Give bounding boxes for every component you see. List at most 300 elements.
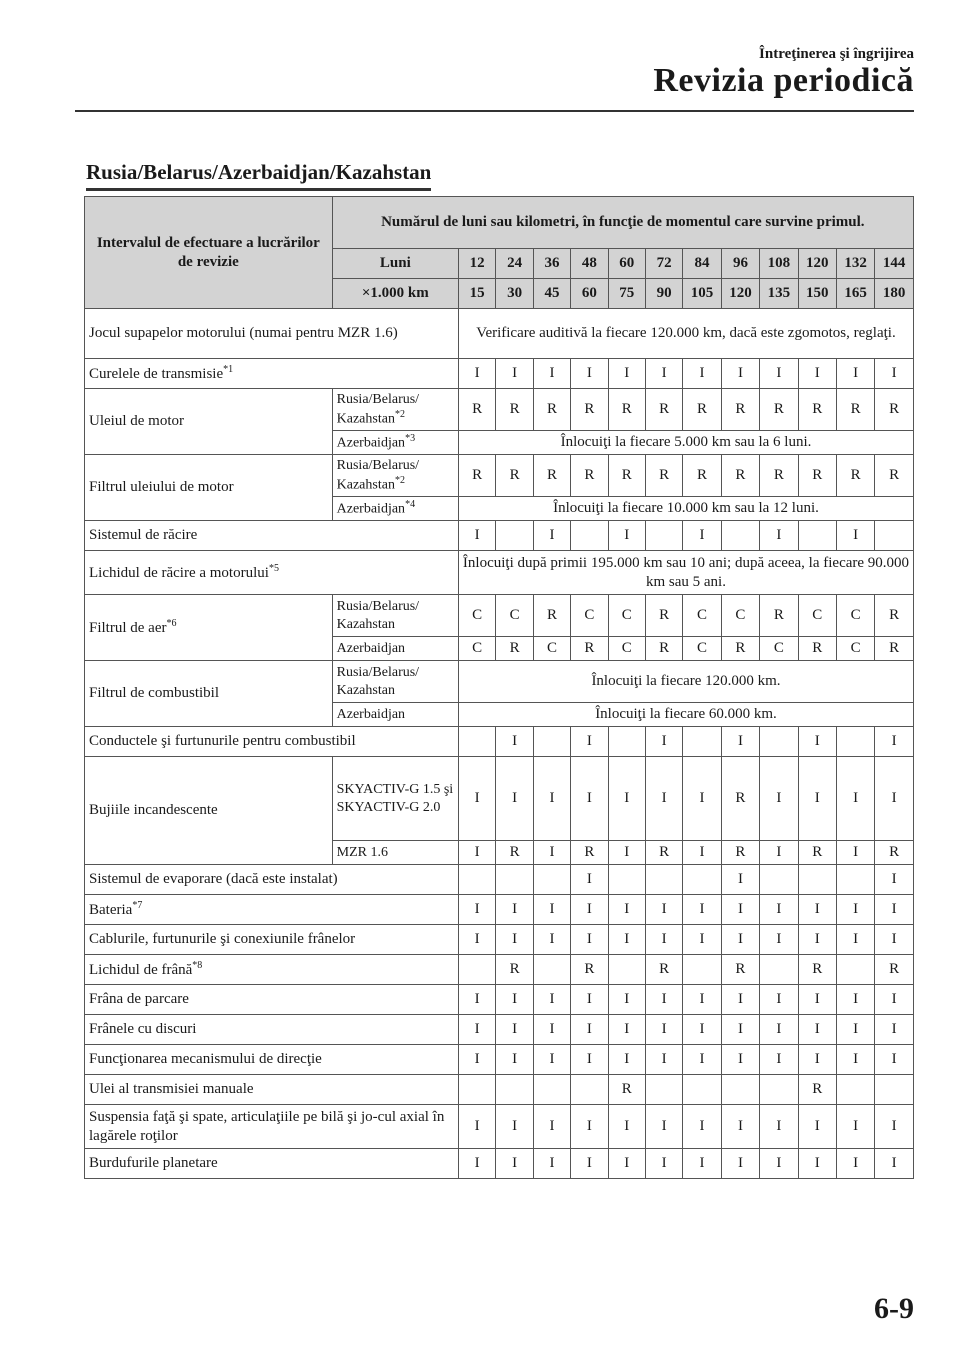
schedule-cell: I bbox=[721, 359, 759, 389]
maintenance-item bbox=[85, 955, 459, 985]
schedule-cell bbox=[683, 1075, 721, 1105]
km-interval-cell: 75 bbox=[608, 279, 645, 309]
schedule-cell: I bbox=[496, 727, 533, 757]
row-label-text: Suspensia faţă şi spate, articulaţiile pe bilă şi jo-cul axial în lagărele roţilor bbox=[89, 1109, 445, 1144]
schedule-cell: C bbox=[683, 595, 721, 637]
schedule-cell: R bbox=[645, 955, 682, 985]
schedule-cell: I bbox=[798, 757, 836, 841]
row-label-text: Azerbaidjan bbox=[336, 707, 406, 723]
km-interval-cell: 180 bbox=[875, 279, 914, 309]
region-variant bbox=[332, 431, 458, 455]
schedule-cell: I bbox=[760, 1149, 798, 1179]
schedule-cell: R bbox=[721, 841, 759, 865]
maintenance-item bbox=[85, 757, 333, 865]
region-variant bbox=[332, 389, 458, 431]
region-variant bbox=[332, 497, 458, 521]
schedule-cell bbox=[533, 727, 570, 757]
region-variant bbox=[332, 595, 458, 637]
schedule-cell: I bbox=[683, 841, 721, 865]
row-label-text: SKYACTIV-G 1.5 şi SKYACTIV-G 2.0 bbox=[336, 782, 454, 815]
schedule-cell: R bbox=[496, 455, 533, 497]
schedule-cell: I bbox=[683, 925, 721, 955]
schedule-cell: I bbox=[458, 895, 495, 925]
schedule-cell: I bbox=[496, 895, 533, 925]
schedule-cell: R bbox=[683, 389, 721, 431]
row-label-text: Ulei al transmisiei manuale bbox=[89, 1081, 254, 1098]
row-label-text: Rusia/Belarus/ Kazahstan bbox=[336, 392, 420, 427]
maintenance-item bbox=[85, 661, 333, 727]
month-interval-cell: 36 bbox=[533, 249, 570, 279]
schedule-cell: R bbox=[798, 1075, 836, 1105]
km-interval-cell: 165 bbox=[836, 279, 874, 309]
schedule-cell: I bbox=[683, 895, 721, 925]
schedule-cell: I bbox=[798, 1045, 836, 1075]
month-interval-cell: 132 bbox=[836, 249, 874, 279]
schedule-cell: I bbox=[458, 521, 495, 551]
schedule-cell: R bbox=[798, 389, 836, 431]
row-label-text: Curelele de transmisie bbox=[89, 365, 224, 382]
schedule-cell: I bbox=[760, 985, 798, 1015]
schedule-cell bbox=[760, 865, 798, 895]
section-title: Rusia/Belarus/Azerbaidjan/Kazahstan bbox=[86, 160, 431, 191]
schedule-cell bbox=[875, 1075, 914, 1105]
schedule-cell: I bbox=[875, 985, 914, 1015]
schedule-cell: I bbox=[571, 1149, 608, 1179]
schedule-cell: I bbox=[571, 865, 608, 895]
schedule-cell bbox=[496, 865, 533, 895]
schedule-cell: I bbox=[458, 925, 495, 955]
schedule-cell: R bbox=[645, 637, 682, 661]
schedule-cell: C bbox=[721, 595, 759, 637]
schedule-cell: C bbox=[760, 637, 798, 661]
maintenance-item bbox=[85, 359, 459, 389]
schedule-cell: I bbox=[645, 1149, 682, 1179]
table-row bbox=[85, 757, 914, 841]
schedule-cell: I bbox=[571, 895, 608, 925]
footnote-marker: *7 bbox=[132, 899, 143, 911]
maintenance-item bbox=[85, 595, 333, 661]
schedule-cell: I bbox=[875, 865, 914, 895]
schedule-cell: I bbox=[458, 1149, 495, 1179]
schedule-cell: I bbox=[836, 985, 874, 1015]
schedule-cell: I bbox=[721, 1015, 759, 1045]
row-label-text: Filtrul de aer bbox=[89, 619, 167, 636]
schedule-cell bbox=[496, 1075, 533, 1105]
maintenance-item bbox=[85, 1075, 459, 1105]
table-row bbox=[85, 1075, 914, 1105]
schedule-cell: I bbox=[496, 359, 533, 389]
schedule-cell: I bbox=[608, 521, 645, 551]
schedule-cell: R bbox=[875, 389, 914, 431]
schedule-cell: R bbox=[798, 455, 836, 497]
schedule-cell: I bbox=[683, 1149, 721, 1179]
row-label-text: Sistemul de răcire bbox=[89, 527, 198, 544]
table-row bbox=[85, 1149, 914, 1179]
row-label-text: Sistemul de evaporare (dacă este instalat) bbox=[89, 871, 338, 888]
schedule-cell: I bbox=[571, 1045, 608, 1075]
km-interval-cell: 135 bbox=[760, 279, 798, 309]
schedule-cell: I bbox=[798, 1015, 836, 1045]
schedule-cell: I bbox=[533, 1105, 570, 1149]
schedule-cell: I bbox=[533, 1015, 570, 1045]
schedule-cell: I bbox=[683, 1045, 721, 1075]
schedule-cell: I bbox=[645, 1015, 682, 1045]
schedule-cell bbox=[496, 521, 533, 551]
table-row bbox=[85, 1045, 914, 1075]
maintenance-item bbox=[85, 551, 459, 595]
month-interval-cell: 60 bbox=[608, 249, 645, 279]
schedule-cell: R bbox=[760, 455, 798, 497]
schedule-note: Înlocuiţi la fiecare 60.000 km. bbox=[458, 703, 913, 727]
row-label-text: MZR 1.6 bbox=[336, 845, 388, 861]
schedule-cell: I bbox=[721, 895, 759, 925]
schedule-cell: R bbox=[458, 455, 495, 497]
schedule-cell: R bbox=[533, 455, 570, 497]
row-label-text: Lichidul de frână bbox=[89, 961, 193, 978]
schedule-cell: C bbox=[608, 637, 645, 661]
schedule-cell: I bbox=[608, 895, 645, 925]
region-variant bbox=[332, 637, 458, 661]
schedule-cell: R bbox=[798, 955, 836, 985]
row-label-text: Frânele cu discuri bbox=[89, 1021, 197, 1038]
schedule-cell: I bbox=[571, 985, 608, 1015]
schedule-cell: C bbox=[496, 595, 533, 637]
km-interval-cell: 30 bbox=[496, 279, 533, 309]
footnote-marker: *1 bbox=[223, 363, 234, 375]
schedule-cell: C bbox=[571, 595, 608, 637]
schedule-cell bbox=[760, 1075, 798, 1105]
schedule-cell: C bbox=[458, 637, 495, 661]
schedule-cell: I bbox=[721, 925, 759, 955]
schedule-cell: I bbox=[608, 985, 645, 1015]
schedule-cell: R bbox=[875, 841, 914, 865]
region-variant bbox=[332, 841, 458, 865]
region-variant bbox=[332, 455, 458, 497]
schedule-cell: I bbox=[836, 841, 874, 865]
header-rule bbox=[75, 110, 914, 112]
maintenance-item bbox=[85, 389, 333, 455]
row-label-text: Bujiile incandescente bbox=[89, 802, 218, 819]
schedule-cell: I bbox=[645, 895, 682, 925]
row-label-text: Rusia/Belarus/ Kazahstan bbox=[336, 665, 420, 698]
row-label-text: Rusia/Belarus/ Kazahstan bbox=[336, 458, 420, 493]
footnote-marker: *5 bbox=[268, 562, 279, 574]
schedule-cell: R bbox=[496, 637, 533, 661]
schedule-cell: I bbox=[645, 1105, 682, 1149]
schedule-cell: I bbox=[496, 757, 533, 841]
table-row bbox=[85, 985, 914, 1015]
schedule-cell: I bbox=[571, 1015, 608, 1045]
footnote-marker: *3 bbox=[405, 433, 416, 444]
schedule-cell: C bbox=[533, 637, 570, 661]
schedule-cell: I bbox=[721, 727, 759, 757]
schedule-cell: I bbox=[683, 1105, 721, 1149]
row-label-text: Cablurile, furtunurile şi conexiunile frânelor bbox=[89, 931, 356, 948]
schedule-cell: I bbox=[608, 757, 645, 841]
schedule-cell: R bbox=[571, 955, 608, 985]
schedule-cell: I bbox=[608, 1149, 645, 1179]
schedule-cell: C bbox=[683, 637, 721, 661]
schedule-cell bbox=[645, 521, 682, 551]
maintenance-item bbox=[85, 1015, 459, 1045]
schedule-cell: I bbox=[645, 925, 682, 955]
month-interval-cell: 48 bbox=[571, 249, 608, 279]
schedule-cell: I bbox=[875, 1149, 914, 1179]
schedule-cell bbox=[683, 727, 721, 757]
schedule-cell: I bbox=[875, 757, 914, 841]
schedule-cell: I bbox=[458, 757, 495, 841]
interval-header: Intervalul de efectuare a lucrărilor de revizie bbox=[85, 197, 333, 309]
month-interval-cell: 144 bbox=[875, 249, 914, 279]
schedule-cell: C bbox=[836, 637, 874, 661]
schedule-cell: R bbox=[798, 637, 836, 661]
schedule-cell: I bbox=[458, 1045, 495, 1075]
maintenance-item bbox=[85, 727, 459, 757]
schedule-cell: I bbox=[798, 895, 836, 925]
row-label-text: Conductele şi furtunurile pentru combustibil bbox=[89, 733, 356, 750]
schedule-cell bbox=[608, 955, 645, 985]
schedule-cell: I bbox=[798, 1105, 836, 1149]
table-row bbox=[85, 895, 914, 925]
schedule-cell: I bbox=[533, 841, 570, 865]
schedule-cell: R bbox=[496, 389, 533, 431]
schedule-cell: I bbox=[875, 925, 914, 955]
schedule-cell: R bbox=[721, 637, 759, 661]
month-interval-cell: 72 bbox=[645, 249, 682, 279]
schedule-cell: I bbox=[533, 1149, 570, 1179]
table-row bbox=[85, 359, 914, 389]
schedule-cell: C bbox=[458, 595, 495, 637]
schedule-cell bbox=[458, 865, 495, 895]
month-interval-cell: 120 bbox=[798, 249, 836, 279]
schedule-cell: R bbox=[571, 841, 608, 865]
schedule-cell bbox=[721, 521, 759, 551]
schedule-cell: I bbox=[836, 895, 874, 925]
schedule-cell: I bbox=[533, 1045, 570, 1075]
schedule-cell bbox=[608, 727, 645, 757]
schedule-cell: R bbox=[721, 955, 759, 985]
schedule-cell: I bbox=[458, 1015, 495, 1045]
schedule-cell: R bbox=[721, 455, 759, 497]
row-label-text: Azerbaidjan bbox=[336, 435, 406, 451]
month-interval-cell: 84 bbox=[683, 249, 721, 279]
schedule-note: Verificare auditivă la fiecare 120.000 km, dacă este zgomotos, reglaţi. bbox=[458, 309, 913, 359]
schedule-cell: I bbox=[760, 1015, 798, 1045]
month-interval-cell: 12 bbox=[458, 249, 495, 279]
schedule-cell: R bbox=[645, 389, 682, 431]
schedule-cell: I bbox=[875, 1045, 914, 1075]
row-label-text: Lichidul de răcire a motorului bbox=[89, 564, 269, 581]
maintenance-item bbox=[85, 1045, 459, 1075]
table-row bbox=[85, 955, 914, 985]
schedule-cell: I bbox=[875, 1105, 914, 1149]
schedule-cell: I bbox=[760, 521, 798, 551]
schedule-cell: I bbox=[836, 1045, 874, 1075]
schedule-cell: I bbox=[533, 757, 570, 841]
schedule-cell: I bbox=[533, 925, 570, 955]
months-label: Luni bbox=[332, 249, 458, 279]
schedule-cell: R bbox=[760, 389, 798, 431]
table-row bbox=[85, 521, 914, 551]
schedule-cell: R bbox=[721, 389, 759, 431]
schedule-cell bbox=[836, 727, 874, 757]
schedule-cell: I bbox=[458, 985, 495, 1015]
month-interval-cell: 24 bbox=[496, 249, 533, 279]
schedule-cell bbox=[721, 1075, 759, 1105]
schedule-cell: I bbox=[645, 757, 682, 841]
schedule-cell: R bbox=[645, 455, 682, 497]
schedule-cell: I bbox=[683, 521, 721, 551]
table-row bbox=[85, 661, 914, 703]
schedule-note: Înlocuiţi după primii 195.000 km sau 10 ani; după aceea, la fiecare 90.000 km sau 5 ani. bbox=[458, 551, 913, 595]
row-label-text: Jocul supapelor motorului (numai pentru MZR 1.6) bbox=[89, 325, 398, 342]
schedule-cell: I bbox=[798, 359, 836, 389]
km-interval-cell: 105 bbox=[683, 279, 721, 309]
region-variant bbox=[332, 703, 458, 727]
maintenance-schedule-table bbox=[84, 196, 914, 1179]
km-interval-cell: 15 bbox=[458, 279, 495, 309]
schedule-cell: I bbox=[458, 841, 495, 865]
schedule-cell: R bbox=[875, 595, 914, 637]
schedule-cell bbox=[458, 955, 495, 985]
schedule-cell: R bbox=[760, 595, 798, 637]
schedule-cell: I bbox=[571, 359, 608, 389]
schedule-cell: I bbox=[683, 1015, 721, 1045]
schedule-cell: R bbox=[836, 389, 874, 431]
month-interval-cell: 96 bbox=[721, 249, 759, 279]
table-row bbox=[85, 595, 914, 637]
schedule-cell: I bbox=[798, 1149, 836, 1179]
schedule-cell bbox=[798, 865, 836, 895]
footnote-marker: *8 bbox=[192, 959, 203, 971]
schedule-cell bbox=[533, 1075, 570, 1105]
schedule-cell: I bbox=[496, 1045, 533, 1075]
schedule-cell: R bbox=[721, 757, 759, 841]
schedule-cell: I bbox=[645, 1045, 682, 1075]
schedule-cell: I bbox=[760, 841, 798, 865]
footnote-marker: *2 bbox=[394, 474, 405, 486]
schedule-cell: R bbox=[608, 389, 645, 431]
schedule-cell: R bbox=[496, 955, 533, 985]
schedule-cell: I bbox=[721, 1045, 759, 1075]
schedule-cell: I bbox=[533, 895, 570, 925]
table-row bbox=[85, 1015, 914, 1045]
maintenance-item bbox=[85, 1105, 459, 1149]
schedule-cell: I bbox=[608, 925, 645, 955]
maintenance-item bbox=[85, 455, 333, 521]
km-interval-cell: 90 bbox=[645, 279, 682, 309]
schedule-cell: C bbox=[608, 595, 645, 637]
schedule-cell bbox=[458, 1075, 495, 1105]
schedule-cell: R bbox=[571, 389, 608, 431]
schedule-cell: I bbox=[571, 727, 608, 757]
schedule-cell: I bbox=[836, 359, 874, 389]
row-label-text: Rusia/Belarus/ Kazahstan bbox=[336, 599, 420, 632]
schedule-cell: I bbox=[683, 359, 721, 389]
schedule-cell: R bbox=[571, 637, 608, 661]
table-row bbox=[85, 455, 914, 497]
schedule-cell: I bbox=[760, 895, 798, 925]
schedule-cell: I bbox=[571, 1105, 608, 1149]
schedule-cell bbox=[798, 521, 836, 551]
schedule-cell: I bbox=[875, 727, 914, 757]
km-interval-cell: 60 bbox=[571, 279, 608, 309]
maintenance-item bbox=[85, 925, 459, 955]
row-label-text: Bateria bbox=[89, 901, 133, 918]
schedule-cell: R bbox=[875, 637, 914, 661]
schedule-cell: I bbox=[645, 727, 682, 757]
schedule-cell bbox=[458, 727, 495, 757]
schedule-cell: I bbox=[571, 757, 608, 841]
region-variant bbox=[332, 757, 458, 841]
schedule-cell: I bbox=[608, 1045, 645, 1075]
schedule-caption: Numărul de luni sau kilometri, în funcţie de momentul care survine primul. bbox=[332, 197, 913, 249]
schedule-cell: C bbox=[798, 595, 836, 637]
schedule-cell: I bbox=[836, 521, 874, 551]
schedule-cell: I bbox=[721, 865, 759, 895]
schedule-cell: I bbox=[760, 1045, 798, 1075]
schedule-cell: I bbox=[683, 985, 721, 1015]
schedule-cell bbox=[836, 865, 874, 895]
schedule-note: Înlocuiţi la fiecare 10.000 km sau la 12 luni. bbox=[458, 497, 913, 521]
schedule-cell: I bbox=[836, 1149, 874, 1179]
month-interval-cell: 108 bbox=[760, 249, 798, 279]
schedule-cell: R bbox=[608, 1075, 645, 1105]
schedule-cell: I bbox=[533, 359, 570, 389]
table-row bbox=[85, 865, 914, 895]
schedule-cell: R bbox=[496, 841, 533, 865]
chapter-subtitle: Întreţinerea şi îngrijirea bbox=[759, 46, 914, 62]
table-row bbox=[85, 925, 914, 955]
table-row bbox=[85, 727, 914, 757]
schedule-cell bbox=[533, 865, 570, 895]
schedule-cell: I bbox=[836, 925, 874, 955]
schedule-cell: I bbox=[760, 1105, 798, 1149]
schedule-cell bbox=[760, 955, 798, 985]
maintenance-item bbox=[85, 865, 459, 895]
schedule-cell: R bbox=[645, 841, 682, 865]
schedule-cell: I bbox=[458, 1105, 495, 1149]
schedule-cell: I bbox=[875, 1015, 914, 1045]
schedule-cell bbox=[645, 1075, 682, 1105]
schedule-cell: I bbox=[496, 1015, 533, 1045]
schedule-note: Înlocuiţi la fiecare 5.000 km sau la 6 luni. bbox=[458, 431, 913, 455]
schedule-cell: I bbox=[645, 985, 682, 1015]
schedule-cell: I bbox=[836, 757, 874, 841]
schedule-cell: R bbox=[683, 455, 721, 497]
schedule-cell: R bbox=[533, 389, 570, 431]
row-label-text: Uleiul de motor bbox=[89, 413, 184, 430]
table-row bbox=[85, 389, 914, 431]
schedule-cell: I bbox=[760, 359, 798, 389]
schedule-cell: I bbox=[760, 757, 798, 841]
maintenance-item bbox=[85, 985, 459, 1015]
table-row bbox=[85, 309, 914, 359]
schedule-cell bbox=[683, 955, 721, 985]
schedule-cell: I bbox=[533, 521, 570, 551]
schedule-cell: I bbox=[496, 1149, 533, 1179]
schedule-cell bbox=[571, 1075, 608, 1105]
schedule-cell: I bbox=[496, 1105, 533, 1149]
schedule-cell bbox=[533, 955, 570, 985]
schedule-cell: I bbox=[533, 985, 570, 1015]
schedule-cell: I bbox=[721, 1149, 759, 1179]
schedule-cell bbox=[683, 865, 721, 895]
schedule-cell: R bbox=[875, 955, 914, 985]
schedule-cell: I bbox=[836, 1015, 874, 1045]
schedule-cell: I bbox=[608, 841, 645, 865]
km-interval-cell: 120 bbox=[721, 279, 759, 309]
